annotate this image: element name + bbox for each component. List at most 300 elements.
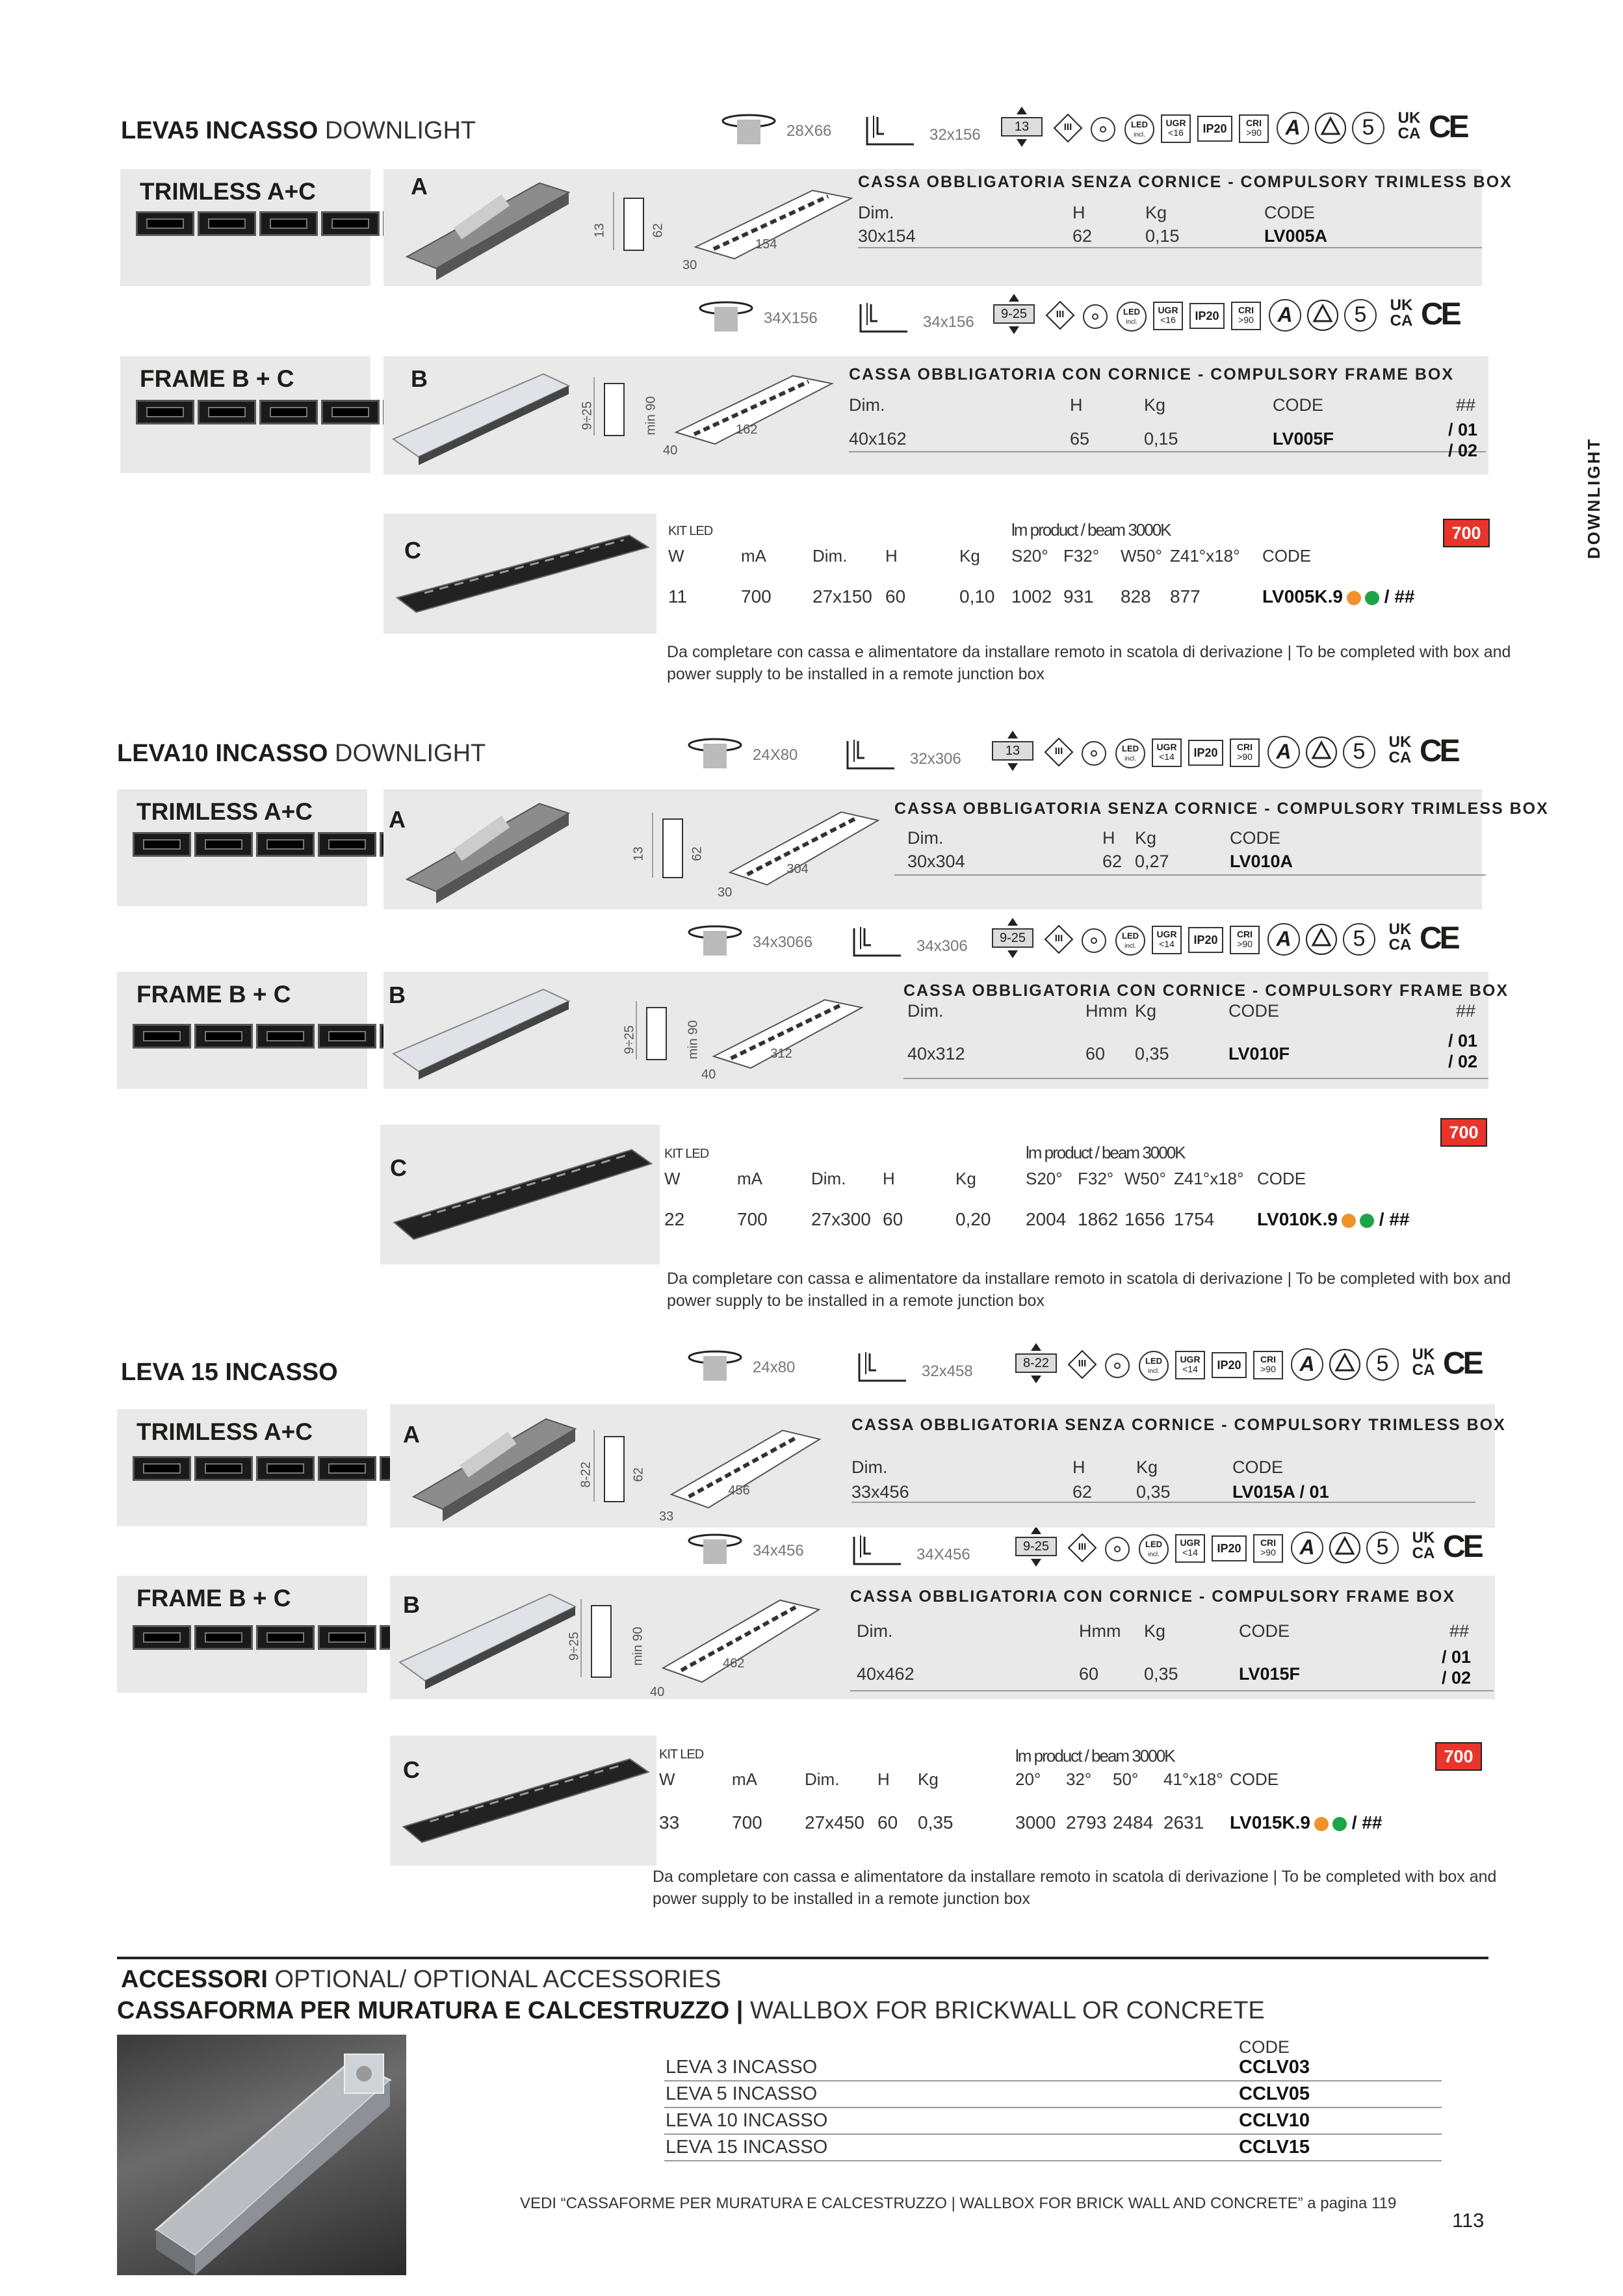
current-700-badge: 700	[1443, 519, 1490, 547]
kit-column-header: F32°	[1078, 1169, 1114, 1188]
accessories-title-bold: ACCESSORI	[121, 1966, 268, 1993]
trimless-letter: A	[389, 806, 406, 833]
spec-value: 0,27	[1135, 852, 1169, 871]
ugr-value: <16	[1160, 315, 1176, 325]
ugr-badge	[1153, 302, 1183, 330]
kit-value: 1754	[1174, 1209, 1215, 1229]
kit-column-header: H	[877, 1769, 890, 1789]
column-header: ##	[1456, 1001, 1476, 1021]
led-cell	[318, 1625, 376, 1650]
recessed-hole-icon	[688, 737, 742, 770]
led-cell	[133, 1024, 191, 1049]
trimless-letter: A	[411, 173, 428, 200]
see-page-note: VEDI “CASSAFORME PER MURATURA E CALCESTRUZZO | WALLBOX FOR BRICK WALL AND CONCRETE” a pagina 119	[520, 2195, 1397, 2212]
ceiling-cut-size: 34x156	[923, 313, 974, 331]
section-title-bold: LEVA5 INCASSO	[121, 117, 318, 144]
ugr-value: <14	[1159, 939, 1175, 949]
kit-column-header: Z41°x18°	[1170, 546, 1240, 566]
ukca-mark	[1392, 111, 1426, 142]
spec-value: 0,15	[1144, 429, 1178, 449]
led-label: LED	[1122, 931, 1139, 941]
column-header: Hmm	[1085, 1001, 1128, 1021]
section-title-light: DOWNLIGHT	[328, 740, 486, 767]
kit-code-suffix: / ##	[1379, 1209, 1410, 1229]
product-code: LV005A	[1264, 226, 1328, 246]
wallbox-illustration	[117, 2035, 406, 2275]
spec-value: 60	[1085, 1044, 1106, 1063]
kit-value: 60	[885, 586, 906, 607]
column-header: Hmm	[1079, 1621, 1121, 1641]
accessory-name: LEVA 5 INCASSO	[666, 2083, 818, 2104]
ceiling-cut-size: 32x458	[922, 1363, 973, 1380]
section-title-light: DOWNLIGHT	[318, 117, 476, 144]
code-header: CODE	[1239, 2037, 1290, 2057]
frame-variant-card	[117, 1576, 367, 1693]
cri-label: CRI	[1236, 929, 1253, 939]
cri-badge	[1230, 926, 1260, 954]
cri-badge	[1239, 114, 1269, 143]
ukca-mark	[1407, 1530, 1440, 1561]
ukca-bottom: CA	[1412, 1361, 1435, 1379]
recycle-icon	[1329, 1348, 1361, 1381]
kit-value: 0,20	[955, 1209, 991, 1229]
depth-range-badge: 9-25	[993, 304, 1035, 324]
ugr-badge	[1152, 738, 1182, 767]
cri-badge	[1253, 1351, 1283, 1379]
frame-box-header: CASSA OBBLIGATORIA CON CORNICE - COMPULSORY FRAME BOX	[850, 1587, 1456, 1606]
recessed-hole-icon	[699, 300, 753, 333]
ugr-badge	[1152, 926, 1182, 954]
trimless-variant-card	[117, 1409, 367, 1526]
kit-column-header: Kg	[918, 1769, 939, 1789]
cri-value: >90	[1260, 1547, 1276, 1558]
kit-column-header: 50°	[1113, 1769, 1139, 1789]
option-02: / 02	[1448, 441, 1478, 460]
column-header: H	[1072, 1457, 1085, 1477]
spec-value: 62	[1102, 852, 1123, 871]
kit-value: 877	[1170, 586, 1201, 607]
insulation-ring-icon	[1105, 1537, 1130, 1561]
kit-product-code: LV005K.9	[1262, 586, 1343, 607]
warranty-5-icon: 5	[1366, 1348, 1399, 1381]
install-note: Da completare con cassa e alimentatore da installare remoto in scatola di derivazione | To be completed with box and power supply to be installed in a remote junction box	[667, 1270, 1511, 1310]
kit-letter: C	[390, 1155, 407, 1181]
orange-dot-icon	[1314, 1817, 1329, 1831]
dim-length: 456	[728, 1483, 750, 1498]
dimension-diagram	[585, 364, 845, 462]
spec-underline	[849, 451, 1486, 452]
kit-value: 2004	[1026, 1209, 1067, 1229]
side-label: DOWNLIGHT	[1584, 437, 1604, 559]
ugr-badge	[1175, 1534, 1205, 1563]
recycle-icon	[1305, 923, 1338, 956]
ugr-value: <16	[1168, 127, 1184, 138]
depth-arrows-icon	[1030, 1343, 1043, 1383]
kit-code-suffix: / ##	[1351, 1812, 1383, 1833]
green-dot-icon	[1365, 591, 1379, 605]
ceiling-profile-icon	[845, 738, 897, 771]
led-cell	[136, 211, 194, 236]
column-header: ##	[1456, 395, 1476, 415]
depth-range-badge: 9-25	[992, 928, 1033, 948]
option-02: / 02	[1442, 1668, 1472, 1688]
kit-value: 27x150	[812, 586, 872, 607]
kit-code-cell	[1230, 1812, 1382, 1833]
led-sub: incl.	[1134, 131, 1145, 138]
page-number: 113	[1452, 2209, 1485, 2232]
section-title	[121, 117, 476, 145]
led-cell	[256, 1456, 315, 1481]
dim-length: 162	[736, 423, 758, 437]
column-header: Kg	[1135, 1001, 1157, 1021]
kit-value: 700	[732, 1812, 762, 1833]
option-02: / 02	[1448, 1052, 1478, 1071]
recycle-icon	[1305, 736, 1338, 768]
kit-column-header: S20°	[1011, 546, 1048, 566]
accessory-row-line	[664, 2107, 1442, 2108]
frame-box-header: CASSA OBBLIGATORIA CON CORNICE - COMPULSORY FRAME BOX	[903, 982, 1509, 1000]
ceiling-profile-icon	[864, 114, 916, 147]
kit-value: 700	[741, 586, 772, 607]
column-header: Dim.	[849, 395, 885, 415]
column-header: Dim.	[907, 828, 944, 848]
led-included-icon	[1115, 926, 1145, 956]
kit-value: 27x450	[805, 1812, 864, 1833]
ugr-value: <14	[1182, 1547, 1198, 1558]
product-code: LV005F	[1273, 429, 1334, 449]
section-title	[117, 740, 486, 768]
spec-value: 40x162	[849, 429, 907, 449]
dim-depth: min 90	[630, 1626, 645, 1666]
ukca-top: UK	[1397, 109, 1421, 127]
led-label: LED	[1122, 744, 1139, 753]
dim-depth: min 90	[643, 395, 658, 436]
led-cell	[318, 832, 376, 857]
dim-length: 154	[755, 237, 777, 252]
kit-column-header: Dim.	[805, 1769, 840, 1789]
led-sub: incl.	[1124, 755, 1136, 763]
led-label: LED	[1123, 307, 1140, 317]
kit-image-card	[383, 514, 656, 634]
kit-value: 828	[1121, 586, 1151, 607]
recycle-icon	[1306, 299, 1339, 332]
trimless-variant-card	[117, 789, 367, 906]
ce-mark: CE	[1421, 297, 1459, 332]
frame-letter: B	[389, 982, 406, 1008]
hole-size: 24x80	[753, 1359, 796, 1376]
led-label: LED	[1145, 1539, 1162, 1549]
spec-value: 40x312	[907, 1044, 965, 1063]
spec-value: 65	[1070, 429, 1090, 449]
spec-underline	[850, 1690, 1494, 1691]
column-header: Kg	[1136, 1457, 1158, 1477]
ceiling-cut-size: 32x306	[910, 750, 961, 768]
dimension-diagram	[627, 988, 874, 1086]
led-cell	[256, 1625, 315, 1650]
dim-depth: 62	[651, 222, 666, 238]
led-cell	[194, 832, 253, 857]
ceiling-profile-icon	[858, 302, 910, 334]
frame-letter: B	[411, 365, 428, 392]
led-sub: incl.	[1126, 319, 1137, 326]
a-mark-icon: A	[1267, 923, 1300, 956]
cri-label: CRI	[1245, 118, 1262, 128]
depth-arrows-icon	[1006, 918, 1019, 958]
ugr-value: <14	[1182, 1364, 1198, 1374]
ceiling-cut-size: 34x306	[916, 937, 968, 955]
ip20-badge: IP20	[1188, 927, 1223, 953]
ukca-top: UK	[1412, 1346, 1435, 1363]
trimless-label: TRIMLESS A+C	[136, 798, 313, 825]
led-cell	[256, 1024, 315, 1049]
led-sub: incl.	[1148, 1368, 1160, 1375]
kit-column-header: H	[885, 546, 898, 566]
dim-height: 13	[631, 846, 646, 861]
kit-image-card	[390, 1736, 656, 1866]
spec-underline	[858, 247, 1482, 248]
ugr-label: UGR	[1156, 929, 1177, 939]
led-cell	[194, 1024, 253, 1049]
dim-height: 9÷25	[622, 1024, 637, 1054]
section-title	[121, 1359, 338, 1387]
kit-value: 0,10	[959, 586, 995, 607]
trimless-box-header: CASSA OBBLIGATORIA SENZA CORNICE - COMPULSORY TRIMLESS BOX	[851, 1416, 1506, 1434]
recessed-hole-icon	[688, 1350, 742, 1382]
ip20-badge: IP20	[1188, 740, 1223, 766]
spec-value: 62	[1072, 1482, 1093, 1502]
ugr-badge	[1161, 114, 1191, 143]
install-note: Da completare con cassa e alimentatore da installare remoto in scatola di derivazione | To be completed with box and power supply to be installed in a remote junction box	[667, 643, 1511, 683]
ceiling-profile-icon	[851, 1534, 903, 1567]
column-header: CODE	[1228, 1001, 1280, 1021]
green-dot-icon	[1360, 1214, 1374, 1228]
kit-letter: C	[403, 1756, 420, 1783]
frame-letter: B	[403, 1591, 420, 1618]
led-cell	[133, 1456, 191, 1481]
ugr-label: UGR	[1156, 742, 1177, 752]
kit-value: 2484	[1113, 1812, 1154, 1833]
insulation-ring-icon	[1105, 1353, 1130, 1378]
kit-code-cell	[1262, 586, 1414, 607]
ip20-badge: IP20	[1197, 116, 1232, 142]
led-sub: incl.	[1148, 1551, 1160, 1558]
accessory-name: LEVA 15 INCASSO	[666, 2137, 828, 2158]
product-code: LV010F	[1228, 1044, 1290, 1063]
depth-arrows-icon	[1007, 294, 1020, 334]
cri-label: CRI	[1236, 742, 1253, 752]
led-included-icon	[1115, 738, 1145, 768]
spec-underline	[894, 874, 1486, 876]
ukca-bottom: CA	[1390, 312, 1413, 330]
cri-label: CRI	[1260, 1537, 1277, 1548]
lumen-header: lm product / beam 3000K	[1015, 1746, 1175, 1766]
ugr-label: UGR	[1180, 1354, 1201, 1364]
cri-value: >90	[1237, 939, 1253, 949]
kit-value: 1656	[1124, 1209, 1165, 1229]
led-label: LED	[1145, 1356, 1162, 1366]
kit-column-header: mA	[732, 1769, 757, 1789]
recycle-icon	[1329, 1532, 1361, 1564]
ceiling-cut-size: 34X456	[916, 1546, 970, 1563]
cri-badge	[1253, 1534, 1283, 1563]
led-cell	[318, 1024, 376, 1049]
dim-depth: min 90	[686, 1019, 701, 1060]
led-cell	[321, 211, 380, 236]
column-header: CODE	[1232, 1457, 1284, 1477]
kit-column-header: CODE	[1257, 1169, 1306, 1188]
kit-column-header: mA	[741, 546, 766, 566]
kit-column-header: W	[664, 1169, 681, 1188]
ugr-label: UGR	[1180, 1537, 1201, 1548]
install-note: Da completare con cassa e alimentatore da installare remoto in scatola di derivazione | To be completed with box and power supply to be installed in a remote junction box	[653, 1868, 1497, 1908]
kit-value: 60	[877, 1812, 898, 1833]
spec-value: 30x154	[858, 226, 916, 246]
column-header: Dim.	[857, 1621, 893, 1641]
insulation-ring-icon	[1082, 741, 1106, 766]
warranty-5-icon: 5	[1352, 112, 1384, 144]
class-iii-label: III	[1063, 122, 1072, 133]
frame-label: FRAME B + C	[136, 981, 291, 1008]
dimension-diagram	[604, 179, 864, 276]
ce-mark: CE	[1443, 1346, 1481, 1381]
dimension-diagram	[572, 1586, 832, 1703]
a-mark-icon: A	[1291, 1348, 1323, 1381]
ukca-top: UK	[1412, 1529, 1435, 1546]
hole-size: 34X156	[764, 309, 818, 327]
spec-value: 60	[1079, 1664, 1099, 1684]
frame-label: FRAME B + C	[136, 1585, 291, 1611]
ugr-badge	[1175, 1351, 1205, 1379]
dim-width: 30	[682, 258, 697, 272]
kit-column-header: W50°	[1121, 546, 1162, 566]
depth-range-badge: 8-22	[1015, 1353, 1057, 1373]
kit-value: 1002	[1011, 586, 1052, 607]
led-label: LED	[1131, 120, 1148, 129]
recessed-hole-icon	[721, 113, 776, 146]
class-iii-label: III	[1078, 1541, 1087, 1552]
ugr-value: <14	[1159, 751, 1175, 762]
depth-range-badge: 13	[992, 741, 1033, 761]
spec-value: 33x456	[851, 1482, 909, 1502]
kit-value: 33	[659, 1812, 680, 1833]
recessed-hole-icon	[688, 1533, 742, 1565]
class-iii-label: III	[1054, 933, 1063, 944]
ip20-badge: IP20	[1189, 303, 1225, 329]
insulation-ring-icon	[1091, 117, 1115, 142]
accessories-title-light: OPTIONAL/ OPTIONAL ACCESSORIES	[267, 1966, 721, 1993]
column-header: CODE	[1230, 828, 1281, 848]
hole-size: 24X80	[753, 746, 798, 764]
led-cell	[318, 1456, 376, 1481]
frame-box-header: CASSA OBBLIGATORIA CON CORNICE - COMPULSORY FRAME BOX	[849, 365, 1455, 384]
ce-mark: CE	[1420, 734, 1458, 768]
led-cell	[194, 1456, 253, 1481]
trimless-variant-card	[120, 169, 370, 286]
frame-label: FRAME B + C	[140, 365, 294, 392]
product-code: LV015A / 01	[1232, 1482, 1329, 1502]
accessories-divider	[117, 1957, 1488, 1959]
dim-length: 304	[786, 862, 809, 876]
warranty-5-icon: 5	[1343, 736, 1375, 768]
kit-column-header: 20°	[1015, 1769, 1041, 1789]
class-iii-label: III	[1054, 746, 1063, 757]
product-code: LV015F	[1239, 1664, 1301, 1684]
accessories-subtitle	[117, 1997, 1265, 2025]
trimless-box-header: CASSA OBBLIGATORIA SENZA CORNICE - COMPULSORY TRIMLESS BOX	[894, 800, 1549, 818]
column-header: H	[1072, 203, 1085, 222]
accessories-title	[121, 1966, 721, 1994]
recessed-hole-icon	[688, 924, 742, 957]
ce-mark: CE	[1420, 921, 1458, 956]
dimension-diagram	[585, 1417, 832, 1528]
warranty-5-icon: 5	[1344, 299, 1377, 332]
option-01: / 01	[1442, 1647, 1472, 1667]
insulation-ring-icon	[1082, 928, 1106, 953]
accessory-row-line	[664, 2133, 1442, 2135]
kit-code-suffix: / ##	[1384, 586, 1415, 607]
depth-range-badge: 9-25	[1015, 1537, 1057, 1556]
kit-value: 2631	[1163, 1812, 1204, 1833]
kit-column-header: F32°	[1063, 546, 1100, 566]
lumen-header: lm product / beam 3000K	[1026, 1143, 1185, 1162]
warranty-5-icon: 5	[1366, 1532, 1399, 1564]
kit-product-code: LV015K.9	[1230, 1812, 1310, 1833]
accessory-name: LEVA 3 INCASSO	[666, 2057, 818, 2078]
hole-size: 28X66	[786, 122, 832, 140]
dim-width: 40	[701, 1067, 716, 1082]
column-header: Kg	[1145, 203, 1167, 222]
ip20-badge: IP20	[1212, 1535, 1247, 1561]
cri-value: >90	[1238, 315, 1254, 325]
dim-depth: 62	[631, 1467, 646, 1482]
ukca-top: UK	[1390, 296, 1413, 314]
kit-led-label: KIT LED	[668, 524, 713, 538]
current-700-badge: 700	[1440, 1118, 1487, 1147]
column-header: H	[1070, 395, 1083, 415]
trimless-letter: A	[403, 1421, 420, 1448]
depth-arrows-icon	[1015, 107, 1028, 147]
frame-product-image	[383, 972, 578, 1089]
hole-size: 34x456	[753, 1542, 804, 1559]
ceiling-profile-icon	[851, 926, 903, 958]
kit-value: 3000	[1015, 1812, 1056, 1833]
kit-led-label: KIT LED	[664, 1147, 709, 1161]
a-mark-icon: A	[1269, 299, 1301, 332]
kit-column-header: S20°	[1026, 1169, 1063, 1188]
frame-variant-card	[117, 972, 367, 1089]
section-title-bold: LEVA10 INCASSO	[117, 740, 328, 767]
option-01: / 01	[1448, 1031, 1478, 1050]
current-700-badge: 700	[1435, 1742, 1482, 1771]
led-included-icon	[1139, 1351, 1169, 1381]
ugr-label: UGR	[1165, 118, 1186, 128]
dim-width: 33	[659, 1509, 674, 1524]
spec-value: 30x304	[907, 852, 965, 871]
column-header: ##	[1449, 1621, 1470, 1641]
cri-label: CRI	[1238, 305, 1254, 315]
kit-column-header: Z41°x18°	[1174, 1169, 1244, 1188]
hole-size: 34x3066	[753, 933, 813, 951]
spec-underline	[903, 1078, 1488, 1079]
ukca-mark	[1383, 735, 1417, 766]
orange-dot-icon	[1347, 591, 1361, 605]
section-title-bold: LEVA 15 INCASSO	[121, 1359, 338, 1386]
cri-value: >90	[1237, 751, 1253, 762]
kit-product-code: LV010K.9	[1257, 1209, 1338, 1229]
accessory-code: CCLV10	[1239, 2110, 1310, 2131]
frame-variant-card	[120, 356, 370, 473]
column-header: Kg	[1144, 395, 1166, 415]
